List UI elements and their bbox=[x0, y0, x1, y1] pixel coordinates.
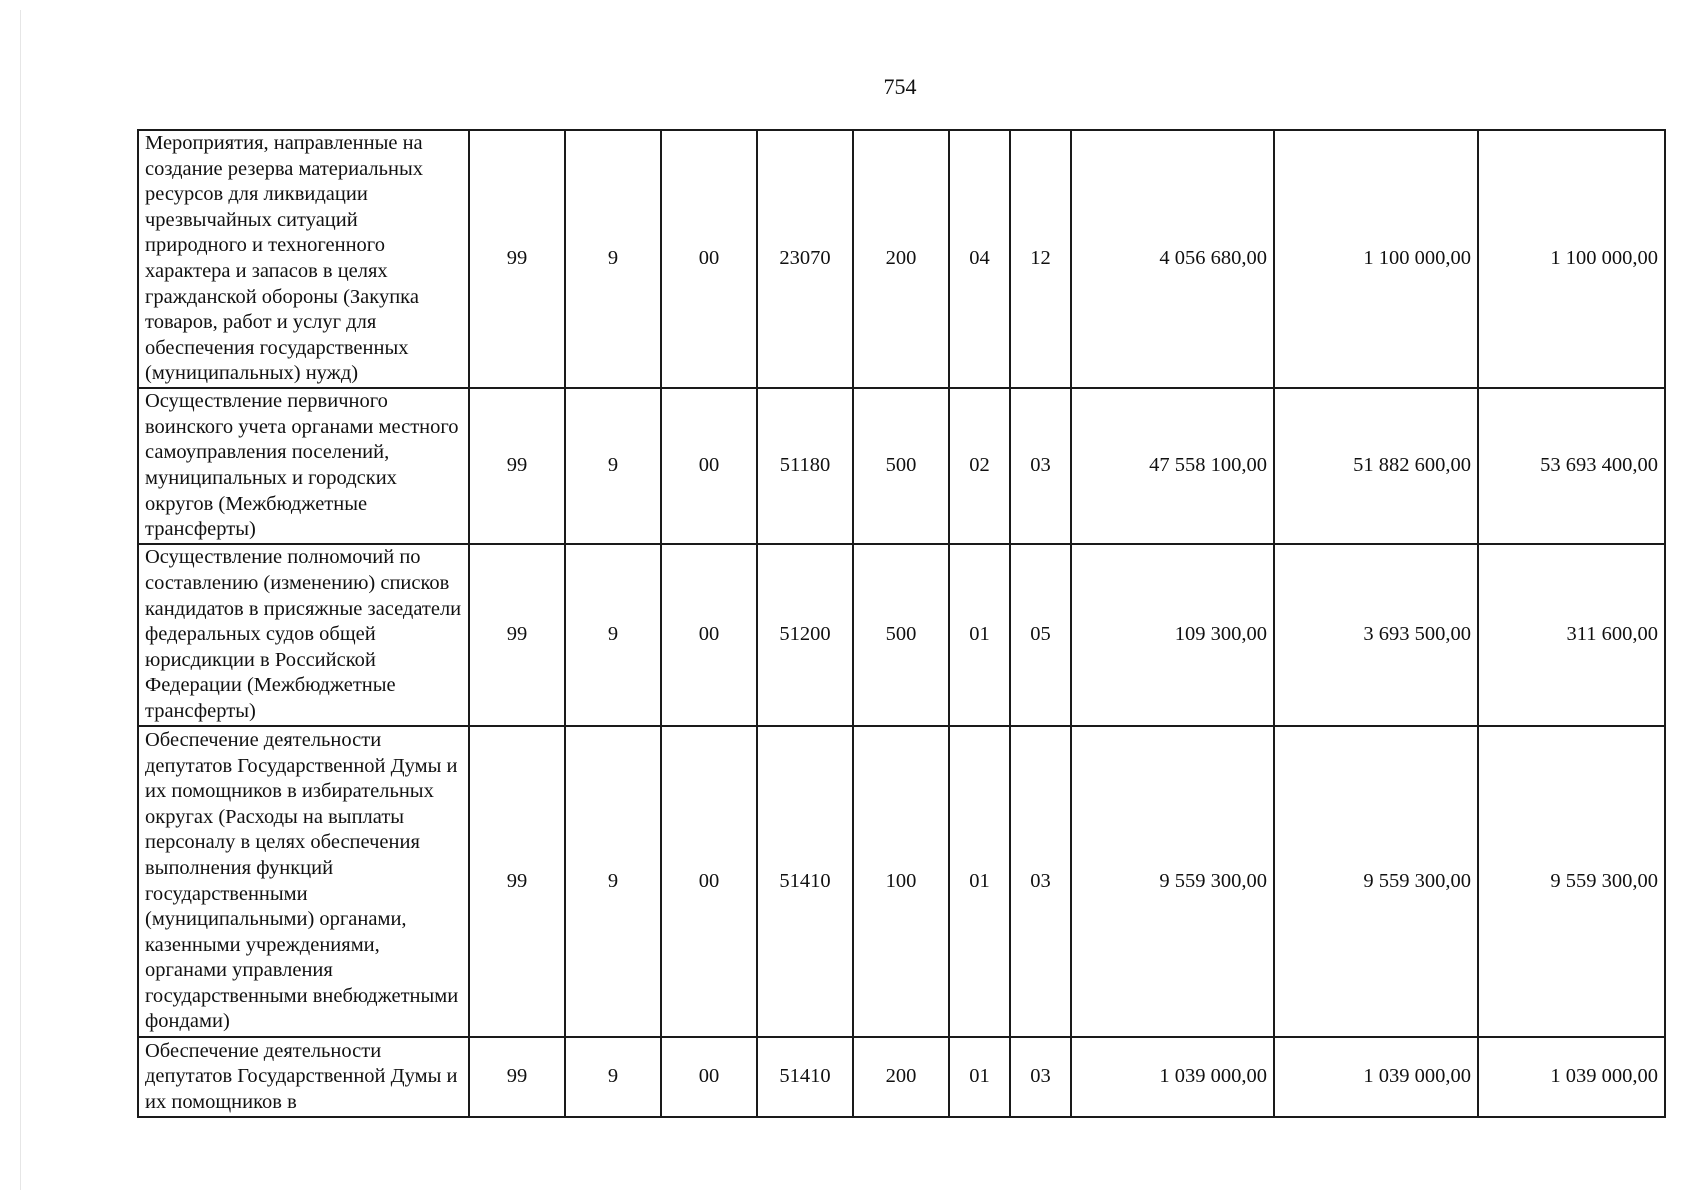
amount-year3-cell: 53 693 400,00 bbox=[1478, 388, 1665, 544]
amount-year3-cell: 1 100 000,00 bbox=[1478, 130, 1665, 388]
row-description: Обеспечение деятельности депутатов Государственной Думы и их помощников в bbox=[138, 1037, 469, 1117]
main-activity-code-cell: 00 bbox=[661, 1037, 757, 1117]
budget-table bbox=[137, 129, 1666, 1118]
direction-code-cell: 51180 bbox=[757, 388, 853, 544]
amount-year3-cell: 1 039 000,00 bbox=[1478, 1037, 1665, 1117]
amount-year2-cell: 1 039 000,00 bbox=[1274, 1037, 1478, 1117]
section-cell: 01 bbox=[949, 544, 1010, 726]
row-description: Мероприятия, направленные на создание резерва материальных ресурсов для ликвидации чрезвычайных ситуаций природного и техногенного характера и запасов в целях гражданской обороны (Закупка товаров, работ и услуг для обеспечения государственных (муниципальных) нужд) bbox=[138, 130, 469, 388]
amount-year2-cell: 1 100 000,00 bbox=[1274, 130, 1478, 388]
program-code-cell: 99 bbox=[469, 726, 565, 1037]
table-row bbox=[138, 1037, 1665, 1117]
subprogram-code-cell: 9 bbox=[565, 1037, 661, 1117]
table-row bbox=[138, 544, 1665, 726]
program-code-cell: 99 bbox=[469, 1037, 565, 1117]
section-cell: 02 bbox=[949, 388, 1010, 544]
row-description: Осуществление первичного воинского учета органами местного самоуправления поселений, муниципальных и городских округов (Межбюджетные трансферты) bbox=[138, 388, 469, 544]
amount-year3-cell: 311 600,00 bbox=[1478, 544, 1665, 726]
amount-year1-cell: 9 559 300,00 bbox=[1071, 726, 1274, 1037]
program-code-cell: 99 bbox=[469, 544, 565, 726]
row-description: Обеспечение деятельности депутатов Государственной Думы и их помощников в избирательных округах (Расходы на выплаты персоналу в целях обеспечения выполнения функций государственными (муниципальными) органами, казенными учреждениями, органами управления государственными внебюджетными фондами) bbox=[138, 726, 469, 1037]
direction-code-cell: 51200 bbox=[757, 544, 853, 726]
scan-edge-line bbox=[20, 10, 21, 1190]
table-row bbox=[138, 388, 1665, 544]
expense-type-cell: 100 bbox=[853, 726, 949, 1037]
main-activity-code-cell: 00 bbox=[661, 388, 757, 544]
subsection-cell: 03 bbox=[1010, 726, 1071, 1037]
subprogram-code-cell: 9 bbox=[565, 726, 661, 1037]
amount-year1-cell: 4 056 680,00 bbox=[1071, 130, 1274, 388]
row-description: Осуществление полномочий по составлению (изменению) списков кандидатов в присяжные заседатели федеральных судов общей юрисдикции в Российской Федерации (Межбюджетные трансферты) bbox=[138, 544, 469, 726]
subprogram-code-cell: 9 bbox=[565, 130, 661, 388]
subprogram-code-cell: 9 bbox=[565, 544, 661, 726]
section-cell: 01 bbox=[949, 1037, 1010, 1117]
direction-code-cell: 51410 bbox=[757, 726, 853, 1037]
expense-type-cell: 500 bbox=[853, 388, 949, 544]
main-activity-code-cell: 00 bbox=[661, 726, 757, 1037]
table-row bbox=[138, 726, 1665, 1037]
program-code-cell: 99 bbox=[469, 130, 565, 388]
amount-year1-cell: 1 039 000,00 bbox=[1071, 1037, 1274, 1117]
main-activity-code-cell: 00 bbox=[661, 130, 757, 388]
direction-code-cell: 51410 bbox=[757, 1037, 853, 1117]
subsection-cell: 12 bbox=[1010, 130, 1071, 388]
expense-type-cell: 200 bbox=[853, 1037, 949, 1117]
subprogram-code-cell: 9 bbox=[565, 388, 661, 544]
direction-code-cell: 23070 bbox=[757, 130, 853, 388]
subsection-cell: 03 bbox=[1010, 388, 1071, 544]
amount-year2-cell: 51 882 600,00 bbox=[1274, 388, 1478, 544]
section-cell: 04 bbox=[949, 130, 1010, 388]
expense-type-cell: 500 bbox=[853, 544, 949, 726]
amount-year1-cell: 47 558 100,00 bbox=[1071, 388, 1274, 544]
subsection-cell: 03 bbox=[1010, 1037, 1071, 1117]
amount-year3-cell: 9 559 300,00 bbox=[1478, 726, 1665, 1037]
page-number: 754 bbox=[883, 74, 917, 99]
amount-year2-cell: 9 559 300,00 bbox=[1274, 726, 1478, 1037]
amount-year2-cell: 3 693 500,00 bbox=[1274, 544, 1478, 726]
program-code-cell: 99 bbox=[469, 388, 565, 544]
table-row bbox=[138, 130, 1665, 388]
expense-type-cell: 200 bbox=[853, 130, 949, 388]
subsection-cell: 05 bbox=[1010, 544, 1071, 726]
section-cell: 01 bbox=[949, 726, 1010, 1037]
main-activity-code-cell: 00 bbox=[661, 544, 757, 726]
amount-year1-cell: 109 300,00 bbox=[1071, 544, 1274, 726]
